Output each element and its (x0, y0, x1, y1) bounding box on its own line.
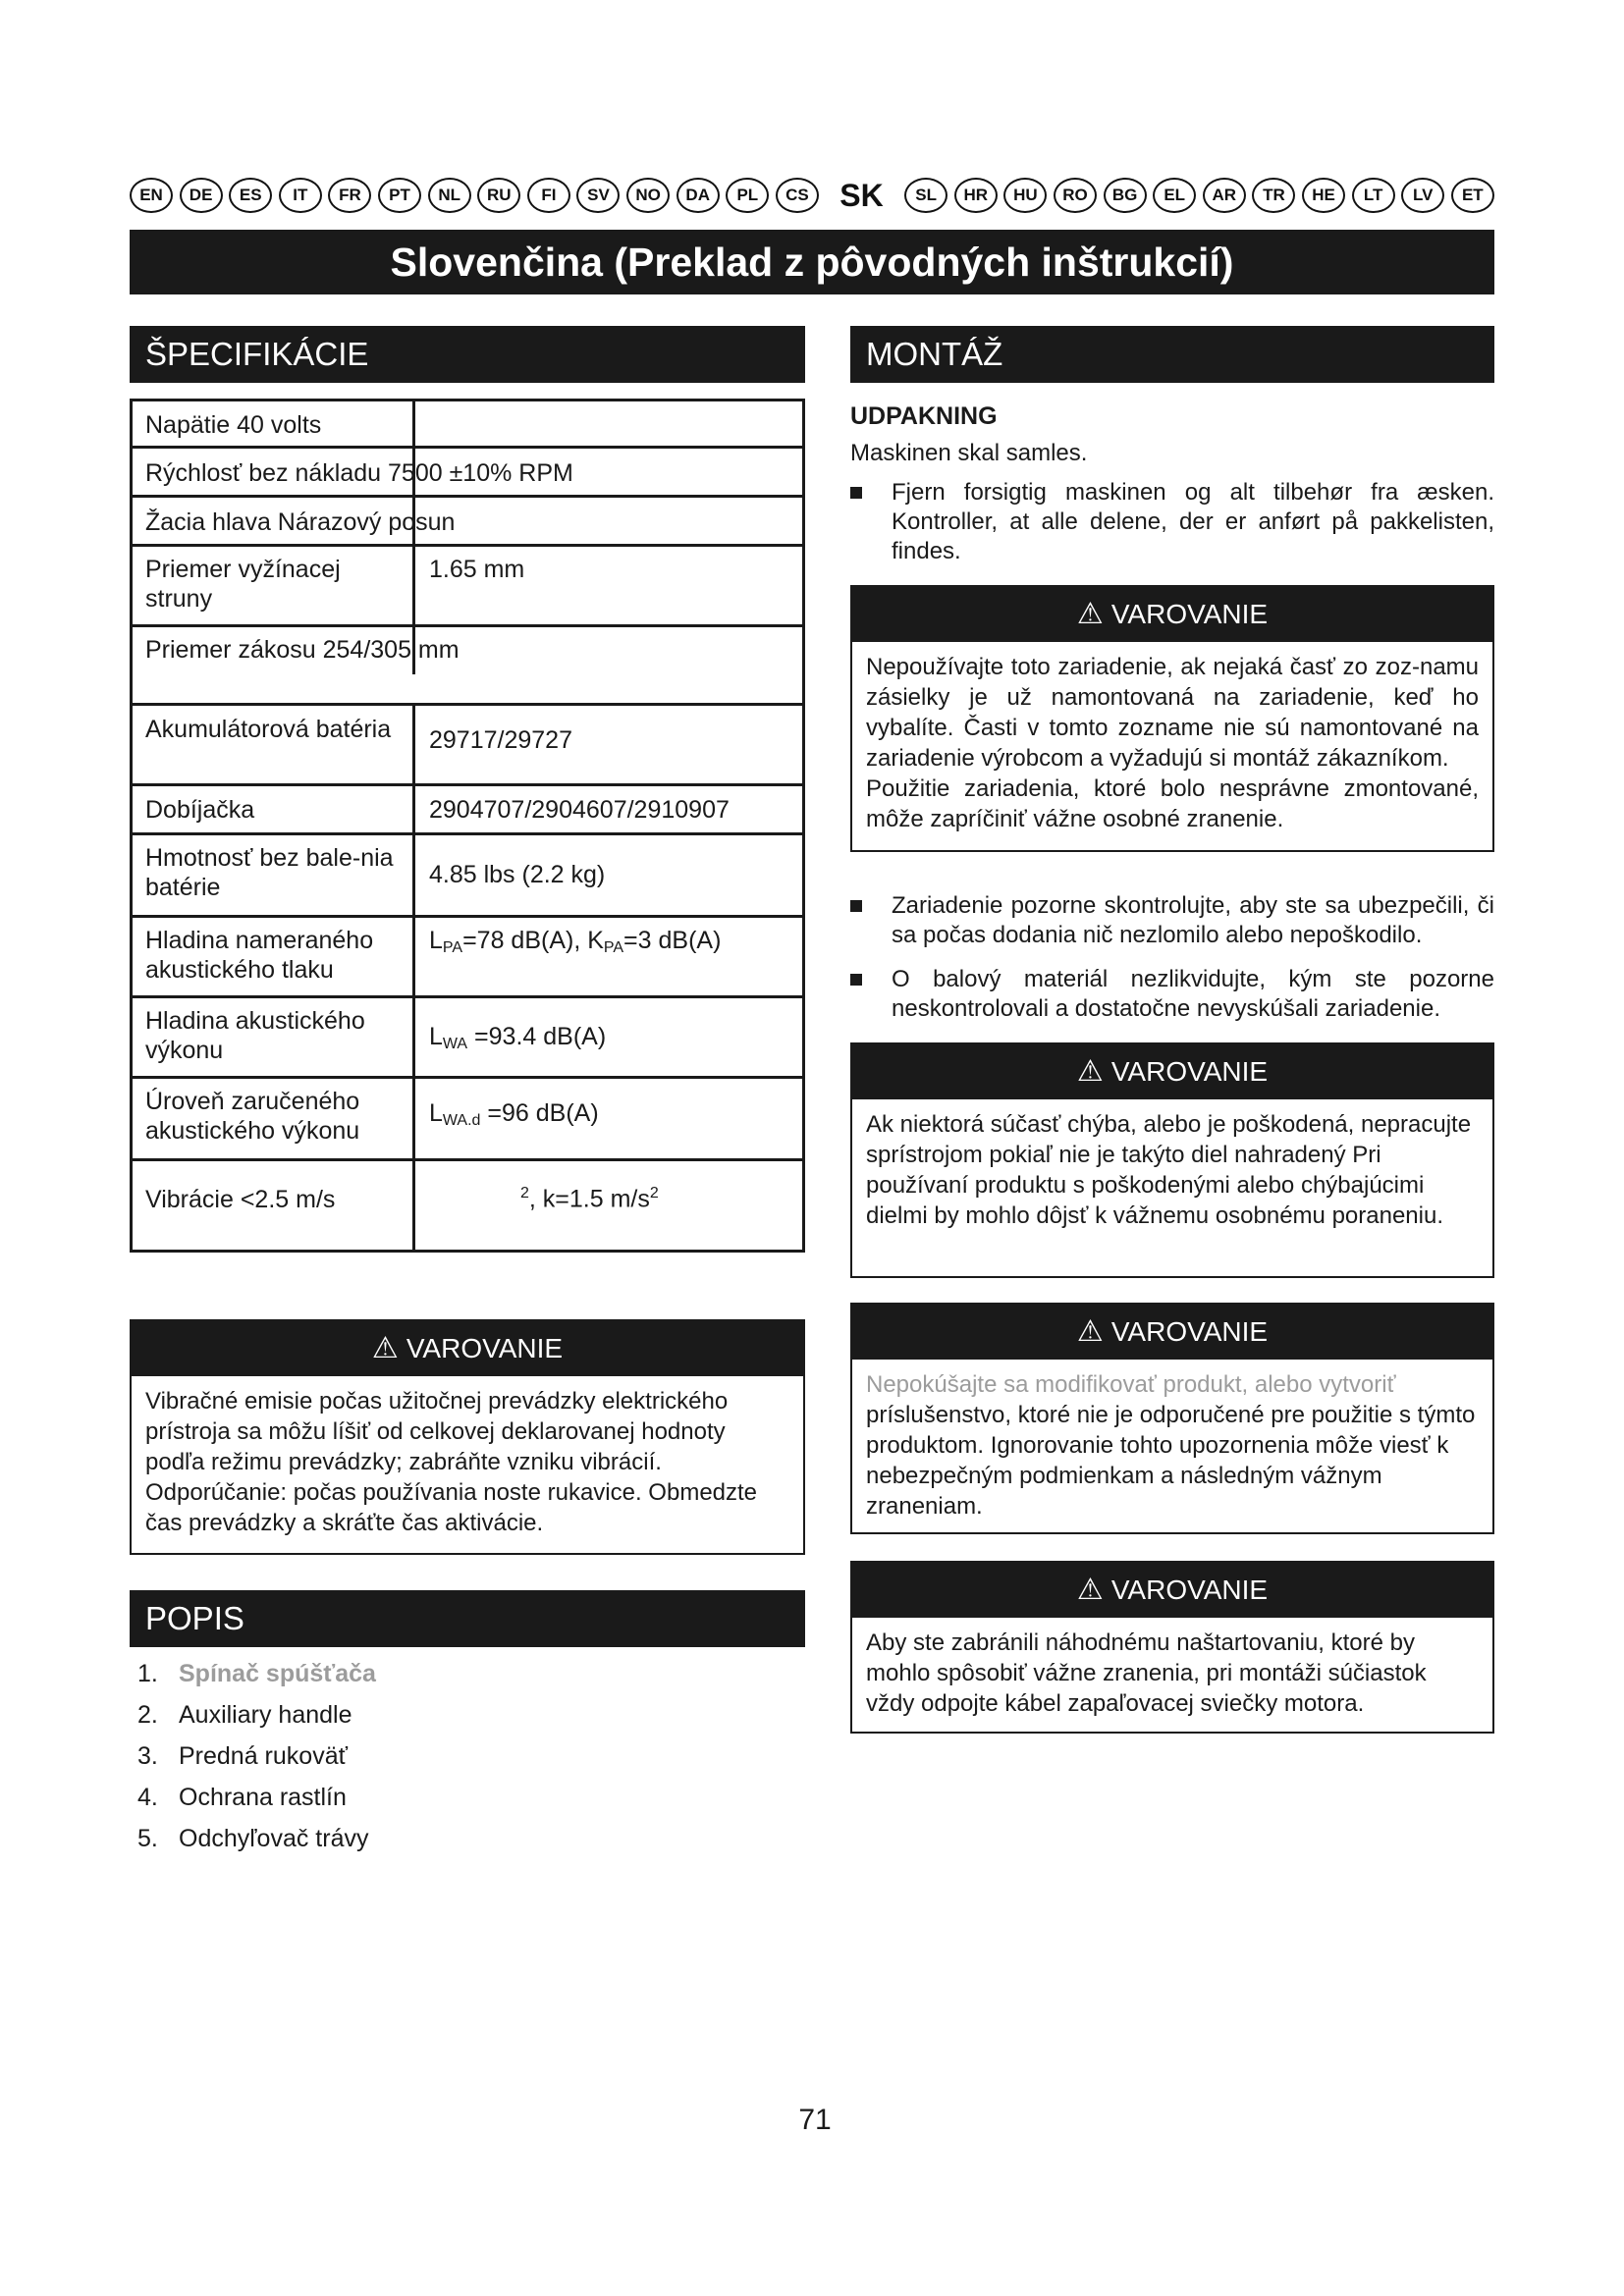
spec-value: 29717/29727 (429, 726, 572, 754)
language-tab-lv[interactable]: LV (1401, 178, 1444, 213)
assembly-heading: MONTÁŽ (850, 326, 1494, 383)
page-number: 71 (798, 2104, 832, 2136)
spec-value: $L_{WA} =93.4$ dB(A) (429, 1023, 607, 1052)
language-tab-ro[interactable]: RO (1054, 178, 1097, 213)
warning-header (132, 1321, 803, 1376)
warning-text: Ak niektorá súčasť chýba, alebo je poškodená, nepracujte sprístrojom pokiaľ nie je takýto diel nahradený Pri používaní produktu s poškodenými alebo chýbajúcimi dielmi by mohlo dôjsť k vážnemu osobnému poraneniu. (866, 1111, 1472, 1229)
language-selector (130, 175, 1494, 216)
bullet-square-icon (850, 487, 862, 499)
language-tab-hr[interactable]: HR (954, 178, 998, 213)
page-title: Slovenčina (Preklad z pôvodných inštrukcií) (130, 230, 1494, 294)
table-row (133, 998, 802, 1079)
spec-value: $L_{PA}=78$ dB(A), $K_{PA}=3$ dB(A) (429, 927, 722, 956)
spec-label: Priemer vyžínacej struny (145, 556, 341, 613)
warning-box-spark-plug (850, 1561, 1494, 1734)
column-divider (412, 706, 415, 783)
spec-value: $^2$, k=1.5 $m/s^2$ (520, 1185, 659, 1213)
specifications-table (130, 399, 805, 1253)
list-item: 5. Odchyľovač trávy (137, 1825, 369, 1852)
column-divider (412, 786, 415, 832)
bullet-item: O balový materiál nezlikvidujte, kým ste pozorne neskontrolovali a dostatočne nevyskúšali zariadenie. (850, 965, 1494, 1024)
bullet-square-icon (850, 974, 862, 986)
language-tab-hu[interactable]: HU (1003, 178, 1047, 213)
warning-box-missing-parts (850, 585, 1494, 852)
list-item: 3. Predná rukoväť (137, 1742, 348, 1770)
spec-label: Dobíjačka (145, 796, 255, 824)
language-tab-no[interactable]: NO (626, 178, 670, 213)
language-tab-it[interactable]: IT (279, 178, 322, 213)
language-tab-et[interactable]: ET (1451, 178, 1494, 213)
warning-title: VAROVANIE (1110, 1316, 1269, 1347)
language-tab-da[interactable]: DA (677, 178, 720, 213)
column-divider (412, 1079, 415, 1158)
warning-text: Nepokúšajte sa modifikovať produkt, alebo vytvoriť príslušenstvo, ktoré nie je odporučené pre použitie s týmto produktom. Ignorovanie tohto upozornenia môže viesť k nebezpečným podmienkam a následným vážnym zraneniam. (866, 1371, 1476, 1520)
spec-value: 2904707/2904607/2910907 (429, 796, 730, 824)
table-row (133, 547, 802, 627)
table-row (133, 401, 802, 449)
parts-list (137, 1653, 376, 1859)
table-row (133, 449, 802, 498)
column-divider (412, 918, 415, 995)
unpacking-subheading: UDPAKNING (850, 402, 998, 430)
spec-label: Hmotnosť bez bale-nia batérie (145, 844, 394, 901)
spec-label: Hladina nameraného akustického tlaku (145, 927, 374, 984)
language-tab-en[interactable]: EN (130, 178, 173, 213)
language-tab-sk[interactable]: SK (826, 173, 898, 218)
spec-label: Akumulátorová batéria (145, 716, 392, 743)
warning-box-modification (850, 1303, 1494, 1534)
language-tab-de[interactable]: DE (180, 178, 223, 213)
language-tab-ar[interactable]: AR (1203, 178, 1246, 213)
spec-value: $L_{WA.d} =96$ dB(A) (429, 1099, 599, 1129)
warning-text: Nepoužívajte toto zariadenie, ak nejaká časť zo zoz-namu zásielky je už namontovaná na zariadenie, keď ho vybalíte. Časti v tomto zozname nie sú namontované na zariadenie výrobcom a vyžadujú si montáž zákazníkom. Použitie zariadenia, ktoré bolo nesprávne zmontované, môže zapríčiniť vážne osobné zranenie. (866, 654, 1479, 832)
language-tab-fr[interactable]: FR (328, 178, 371, 213)
list-item: 4. Ochrana rastlín (137, 1784, 347, 1811)
language-tab-nl[interactable]: NL (428, 178, 471, 213)
language-tab-sv[interactable]: SV (576, 178, 620, 213)
description-heading: POPIS (130, 1590, 805, 1647)
bullet-item: Zariadenie pozorne skontrolujte, aby ste sa ubezpečili, či sa počas dodania nič nezlomilo alebo nepoškodilo. (850, 891, 1494, 950)
warning-triangle-icon: ⚠ (1076, 1574, 1104, 1606)
table-row (133, 786, 802, 835)
bullet-square-icon (850, 900, 862, 912)
warning-title: VAROVANIE (406, 1333, 564, 1363)
table-row (133, 498, 802, 547)
language-tab-lt[interactable]: LT (1352, 178, 1395, 213)
language-tab-sl[interactable]: SL (904, 178, 947, 213)
warning-header (852, 587, 1492, 642)
list-item: 2. Auxiliary handle (137, 1701, 352, 1729)
warning-title: VAROVANIE (1110, 1056, 1269, 1087)
language-tab-pt[interactable]: PT (378, 178, 421, 213)
language-tab-el[interactable]: EL (1153, 178, 1196, 213)
warning-header (852, 1563, 1492, 1618)
column-divider (412, 547, 415, 624)
vibration-warning-box (130, 1319, 805, 1555)
spec-label: Žacia hlava Nárazový posun (145, 508, 456, 536)
language-tab-cs[interactable]: CS (776, 178, 819, 213)
warning-header (852, 1305, 1492, 1360)
spec-label: Úroveň zaručeného akustického výkonu (145, 1088, 360, 1145)
language-tab-bg[interactable]: BG (1104, 178, 1147, 213)
assembly-intro: Maskinen skal samles. (850, 440, 1088, 466)
spec-value: 1.65 mm (429, 556, 525, 583)
language-tab-es[interactable]: ES (229, 178, 272, 213)
warning-header (852, 1044, 1492, 1099)
spec-value: 4.85 lbs (2.2 kg) (429, 861, 606, 888)
warning-triangle-icon: ⚠ (371, 1332, 399, 1364)
table-row (133, 1161, 802, 1250)
warning-triangle-icon: ⚠ (1076, 598, 1104, 630)
language-tab-ru[interactable]: RU (477, 178, 520, 213)
spec-label: Vibrácie <2.5 m/s (145, 1186, 336, 1213)
warning-text: Aby ste zabránili náhodnému naštartovaniu, ktoré by mohlo spôsobiť vážne zranenia, pri montáži súčiastok vždy odpojte kábel zapaľovacej sviečky motora. (866, 1629, 1427, 1717)
language-tab-fi[interactable]: FI (527, 178, 570, 213)
column-divider (412, 1161, 415, 1250)
table-row (133, 1079, 802, 1161)
language-tab-pl[interactable]: PL (726, 178, 769, 213)
language-tab-tr[interactable]: TR (1252, 178, 1295, 213)
specifications-heading: ŠPECIFIKÁCIE (130, 326, 805, 383)
language-tab-he[interactable]: HE (1302, 178, 1345, 213)
spec-label: Hladina akustického výkonu (145, 1007, 365, 1064)
list-item: 1. Spínač spúšťača (137, 1660, 376, 1687)
table-row (133, 918, 802, 998)
warning-text: Vibračné emisie počas užitočnej prevádzky elektrického prístroja sa môžu líšiť od celkovej deklarovanej hodnoty podľa režimu prevádzky; zabráňte vzniku vibrácií. Odporúčanie: počas používania noste rukavice. Obmedzte čas prevádzky a skráťte čas aktivácie. (145, 1388, 758, 1536)
warning-title: VAROVANIE (1110, 1575, 1269, 1605)
column-divider (412, 998, 415, 1076)
spec-label: Priemer zákosu 254/305 mm (145, 636, 460, 664)
column-divider (412, 835, 415, 915)
spec-label: Rýchlosť bez nákladu 7500 ±10% RPM (145, 459, 573, 487)
warning-title: VAROVANIE (1110, 599, 1269, 629)
warning-triangle-icon: ⚠ (1076, 1315, 1104, 1348)
bullet-item: Fjern forsigtig maskinen og alt tilbehør fra æsken. Kontroller, at alle delene, der er anført på pakkelisten, findes. (850, 478, 1494, 566)
table-row (133, 627, 802, 706)
table-row (133, 706, 802, 786)
table-row (133, 835, 802, 918)
spec-label: Napätie 40 volts (145, 411, 322, 439)
warning-triangle-icon: ⚠ (1076, 1055, 1104, 1088)
warning-box-damaged-parts (850, 1042, 1494, 1278)
